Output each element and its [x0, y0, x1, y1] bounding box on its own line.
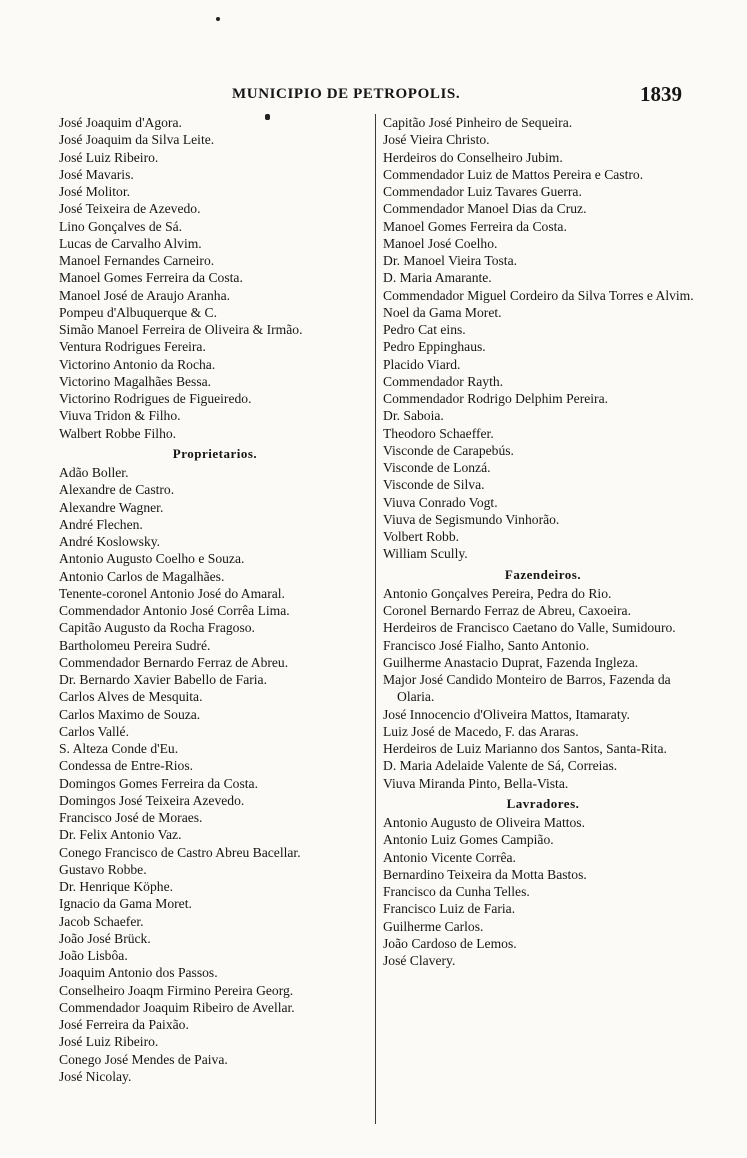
list-entry: Viuva Tridon & Filho. — [59, 408, 181, 424]
list-entry: D. Maria Adelaide Valente de Sá, Correias. — [383, 758, 618, 774]
list-entry: Commendador Rayth. — [383, 373, 504, 389]
list-entry: Herdeiros de Francisco Caetano do Valle, Sumidouro. — [383, 620, 676, 636]
list-entry: Alexandre Wagner. — [59, 499, 164, 515]
list-entry: José Vieira Christo. — [383, 132, 490, 148]
list-entry: Commendador Antonio José Corrêa Lima. — [59, 603, 290, 618]
list-entry: Pedro Eppinghaus. — [383, 339, 486, 355]
list-entry: Noel da Gama Moret. — [383, 304, 502, 320]
list-entry: Antonio Carlos de Magalhães. — [59, 568, 225, 584]
list-entry: Francisco da Cunha Telles. — [383, 884, 530, 899]
list-entry: André Flechen. — [59, 516, 143, 532]
proprietarios-list — [59, 464, 371, 1085]
list-entry: Francisco José de Moraes. — [59, 810, 203, 825]
list-entry: José Ferreira da Paixão. — [59, 1017, 189, 1032]
list-entry: Alexandre de Castro. — [59, 482, 175, 498]
left-continued-list — [59, 114, 371, 442]
list-entry: Conselheiro Joaqm Firmino Pereira Georg. — [59, 982, 294, 998]
list-entry: Capitão Augusto da Rocha Fragoso. — [59, 620, 255, 636]
list-entry: José Luiz Ribeiro. — [59, 149, 159, 165]
list-entry: Pompeu d'Albuquerque & C. — [59, 304, 218, 320]
list-entry: Visconde de Silva. — [383, 477, 485, 493]
list-entry: Manoel Gomes Ferreira da Costa. — [59, 270, 243, 286]
list-entry: Herdeiros do Conselheiro Jubim. — [383, 149, 563, 165]
list-entry: Dr. Felix Antonio Vaz. — [59, 827, 182, 843]
page-title: MUNICIPIO DE PETROPOLIS. — [232, 86, 461, 102]
list-entry: D. Maria Amarante. — [383, 270, 492, 286]
page-number: 1839 — [640, 82, 682, 106]
list-entry: Domingos José Teixeira Azevedo. — [59, 792, 245, 808]
list-entry: Commendador Rodrigo Delphim Pereira. — [383, 391, 609, 406]
list-entry: Dr. Manoel Vieira Tosta. — [383, 253, 518, 268]
list-entry: Commendador Luiz Tavares Guerra. — [383, 184, 582, 199]
list-entry: Guilherme Anastacio Duprat, Fazenda Ingleza. — [383, 654, 639, 670]
section-heading-lavradores: Lavradores. — [506, 795, 580, 811]
list-entry: Capitão José Pinheiro de Sequeira. — [383, 115, 573, 130]
section-heading-fazendeiros: Fazendeiros. — [504, 566, 582, 582]
list-entry: Joaquim Antonio dos Passos. — [59, 965, 218, 981]
print-speck — [216, 17, 220, 21]
list-entry: Ventura Rodrigues Fereira. — [59, 339, 206, 355]
list-entry: Visconde de Carapebús. — [383, 442, 514, 458]
list-entry: Francisco José Fialho, Santo Antonio. — [383, 637, 590, 653]
list-entry: Domingos Gomes Ferreira da Costa. — [59, 775, 258, 791]
list-entry: Bernardino Teixeira da Motta Bastos. — [383, 866, 587, 882]
list-entry: Dr. Bernardo Xavier Babello de Faria. — [59, 672, 267, 687]
list-entry: Bartholomeu Pereira Sudré. — [59, 637, 211, 653]
list-entry: João Cardoso de Lemos. — [383, 935, 517, 951]
fazendeiros-list — [383, 585, 703, 792]
list-entry: Pedro Cat eins. — [383, 322, 466, 337]
list-entry: Francisco Luiz de Faria. — [383, 901, 516, 917]
list-entry: Ignacio da Gama Moret. — [59, 896, 192, 912]
list-entry: Condessa de Entre-Rios. — [59, 758, 194, 774]
list-entry: Carlos Maximo de Souza. — [59, 706, 201, 722]
lavradores-list — [383, 814, 703, 969]
left-column — [59, 114, 371, 1085]
list-entry: Victorino Magalhães Bessa. — [59, 373, 212, 389]
list-entry: José Mavaris. — [59, 166, 134, 182]
list-entry: João José Brück. — [59, 930, 151, 946]
list-entry: Viuva Conrado Vogt. — [383, 494, 498, 510]
list-entry: Gustavo Robbe. — [59, 861, 147, 877]
list-entry: William Scully. — [383, 546, 468, 562]
list-entry: Victorino Antonio da Rocha. — [59, 356, 216, 372]
list-entry: Placido Viard. — [383, 356, 461, 372]
list-entry: Carlos Vallé. — [59, 723, 129, 739]
list-entry: José Nicolay. — [59, 1068, 132, 1084]
list-entry: Major José Candido Monteiro de Barros, Fazenda da Olaria. — [383, 672, 671, 705]
section-heading-proprietarios: Proprietarios. — [172, 445, 258, 461]
list-entry: José Joaquim d'Agora. — [59, 115, 182, 130]
list-entry: José Luiz Ribeiro. — [59, 1034, 159, 1050]
list-entry: José Molitor. — [59, 184, 130, 199]
list-entry: Conego Francisco de Castro Abreu Bacellar. — [59, 844, 301, 860]
list-entry: Commendador Luiz de Mattos Pereira e Castro. — [383, 166, 644, 182]
list-entry: Walbert Robbe Filho. — [59, 425, 177, 441]
list-entry: Viuva Miranda Pinto, Bella-Vista. — [383, 775, 569, 791]
list-entry: Herdeiros de Luiz Marianno dos Santos, Santa-Rita. — [383, 741, 667, 756]
column-divider — [375, 114, 376, 1124]
list-entry: Theodoro Schaeffer. — [383, 425, 494, 441]
list-entry: Visconde de Lonzá. — [383, 460, 491, 475]
list-entry: Viuva de Segismundo Vinhorão. — [383, 511, 560, 527]
list-entry: Volbert Robb. — [383, 529, 460, 544]
list-entry: Antonio Gonçalves Pereira, Pedra do Rio. — [383, 585, 612, 601]
list-entry: Carlos Alves de Mesquita. — [59, 689, 203, 705]
list-entry: Manoel José de Araujo Aranha. — [59, 287, 231, 303]
list-entry: Commendador Bernardo Ferraz de Abreu. — [59, 654, 289, 670]
list-entry: Lino Gonçalves de Sá. — [59, 218, 183, 234]
list-entry: João Lisbôa. — [59, 948, 128, 963]
list-entry: Manoel Fernandes Carneiro. — [59, 253, 215, 268]
list-entry: Adão Boller. — [59, 465, 129, 480]
list-entry: Victorino Rodrigues de Figueiredo. — [59, 391, 252, 406]
list-entry: S. Alteza Conde d'Eu. — [59, 741, 179, 756]
list-entry: Dr. Saboia. — [383, 408, 444, 424]
list-entry: Guilherme Carlos. — [383, 918, 484, 934]
list-entry: Antonio Augusto de Oliveira Mattos. — [383, 815, 586, 830]
list-entry: Manoel Gomes Ferreira da Costa. — [383, 218, 567, 234]
list-entry: Commendador Miguel Cordeiro da Silva Torres e Alvim. — [383, 287, 694, 303]
list-entry: Manoel José Coelho. — [383, 235, 498, 251]
list-entry: José Innocencio d'Oliveira Mattos, Itamaraty. — [383, 706, 630, 722]
list-entry: Dr. Henrique Köphe. — [59, 879, 174, 894]
list-entry: Commendador Manoel Dias da Cruz. — [383, 201, 587, 217]
list-entry: Antonio Luiz Gomes Campião. — [383, 832, 554, 848]
list-entry: Jacob Schaefer. — [59, 913, 144, 929]
list-entry: Coronel Bernardo Ferraz de Abreu, Caxoeira. — [383, 603, 631, 618]
list-entry: José Teixeira de Azevedo. — [59, 201, 201, 217]
list-entry: José Joaquim da Silva Leite. — [59, 132, 215, 148]
list-entry: Luiz José de Macedo, F. das Araras. — [383, 723, 579, 739]
list-entry: Lucas de Carvalho Alvim. — [59, 235, 202, 251]
right-column — [383, 114, 703, 969]
list-entry: Antonio Vicente Corrêa. — [383, 849, 516, 865]
list-entry: Commendador Joaquim Ribeiro de Avellar. — [59, 999, 295, 1015]
list-entry: André Koslowsky. — [59, 534, 161, 549]
right-continued-list — [383, 114, 703, 563]
list-entry: Simão Manoel Ferreira de Oliveira & Irmão. — [59, 322, 303, 337]
list-entry: Conego José Mendes de Paiva. — [59, 1051, 228, 1067]
page-header — [0, 82, 747, 112]
list-entry: Tenente-coronel Antonio José do Amaral. — [59, 585, 285, 601]
list-entry: Antonio Augusto Coelho e Souza. — [59, 551, 245, 567]
list-entry: José Clavery. — [383, 953, 456, 968]
